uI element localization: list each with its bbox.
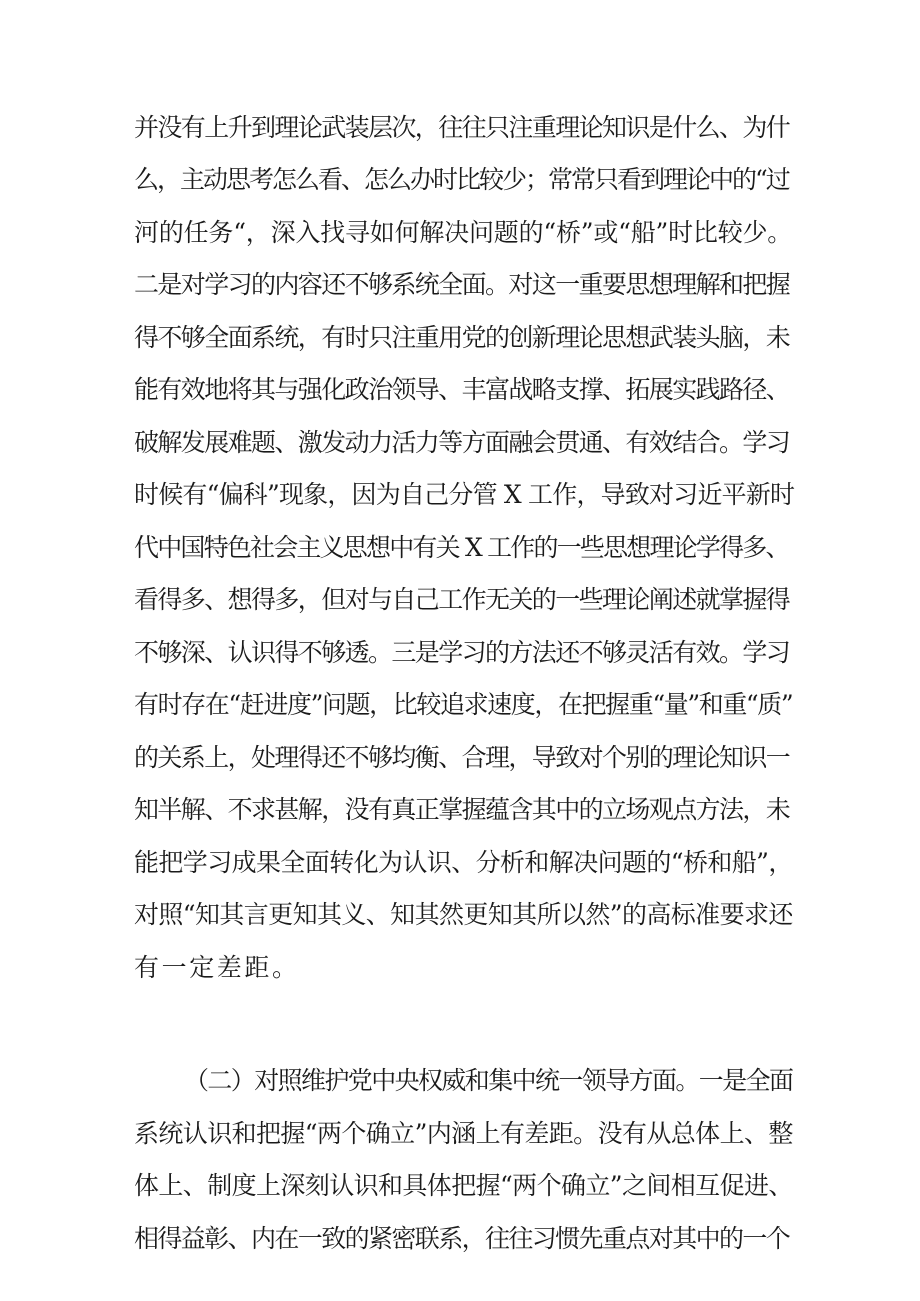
paragraph-line: 对照“知其言更知其义、知其然更知其所以然”的高标准要求还 — [134, 900, 793, 929]
paragraph-line: 二是对学习的内容还不够系统全面。对这一重要思想理解和把握 — [134, 270, 790, 299]
paragraph-line: 代中国特色社会主义思想中有关 X 工作的一些思想理论学得多、 — [134, 533, 789, 562]
paragraph-line: 知半解、不求甚解，没有真正掌握蕴含其中的立场观点方法，未 — [134, 795, 790, 824]
paragraph-line: 不够深、认识得不够透。三是学习的方法还不够灵活有效。学习 — [134, 638, 790, 667]
paragraph-line: 看得多、想得多，但对与自己工作无关的一些理论阐述就掌握得 — [134, 585, 790, 614]
paragraph-line: 相得益彰、内在一致的紧密联系，往往习惯先重点对其中的一个 — [134, 1224, 790, 1253]
paragraph-line: 河的任务“，深入找寻如何解决问题的“桥”或“船”时比较少。 — [134, 218, 793, 247]
paragraph-line: 的关系上，处理得还不够均衡、合理，导致对个别的理论知识一 — [134, 743, 790, 772]
paragraph-line: 并没有上升到理论武装层次，往往只注重理论知识是什么、为什 — [134, 113, 790, 142]
paragraph-line: 体上、制度上深刻认识和具体把握“两个确立”之间相互促进、 — [134, 1171, 793, 1200]
paragraph-line: 破解发展难题、激发动力活力等方面融会贯通、有效结合。学习 — [134, 428, 790, 457]
paragraph-line: 有时存在“赶进度”问题，比较追求速度，在把握重“量”和重“质” — [134, 690, 793, 719]
paragraph-line: 得不够全面系统，有时只注重用党的创新理论思想武装头脑，未 — [134, 323, 790, 352]
paragraph-line: 有一定差距。 — [134, 953, 300, 982]
paragraph-line: 能把学习成果全面转化为认识、分析和解决问题的“桥和船”， — [134, 848, 793, 877]
paragraph-line: 能有效地将其与强化政治领导、丰富战略支撑、拓展实践路径、 — [134, 375, 790, 404]
section-heading-line: （二）对照维护党中央权威和集中统一领导方面。一是全面 — [184, 1066, 793, 1095]
paragraph-line: 系统认识和把握“两个确立”内涵上有差距。没有从总体上、整 — [134, 1119, 793, 1148]
paragraph-line: 么，主动思考怎么看、怎么办时比较少；常常只看到理论中的“过 — [134, 165, 789, 194]
paragraph-line: 时候有“偏科”现象，因为自己分管 X 工作，导致对习近平新时 — [134, 480, 795, 509]
